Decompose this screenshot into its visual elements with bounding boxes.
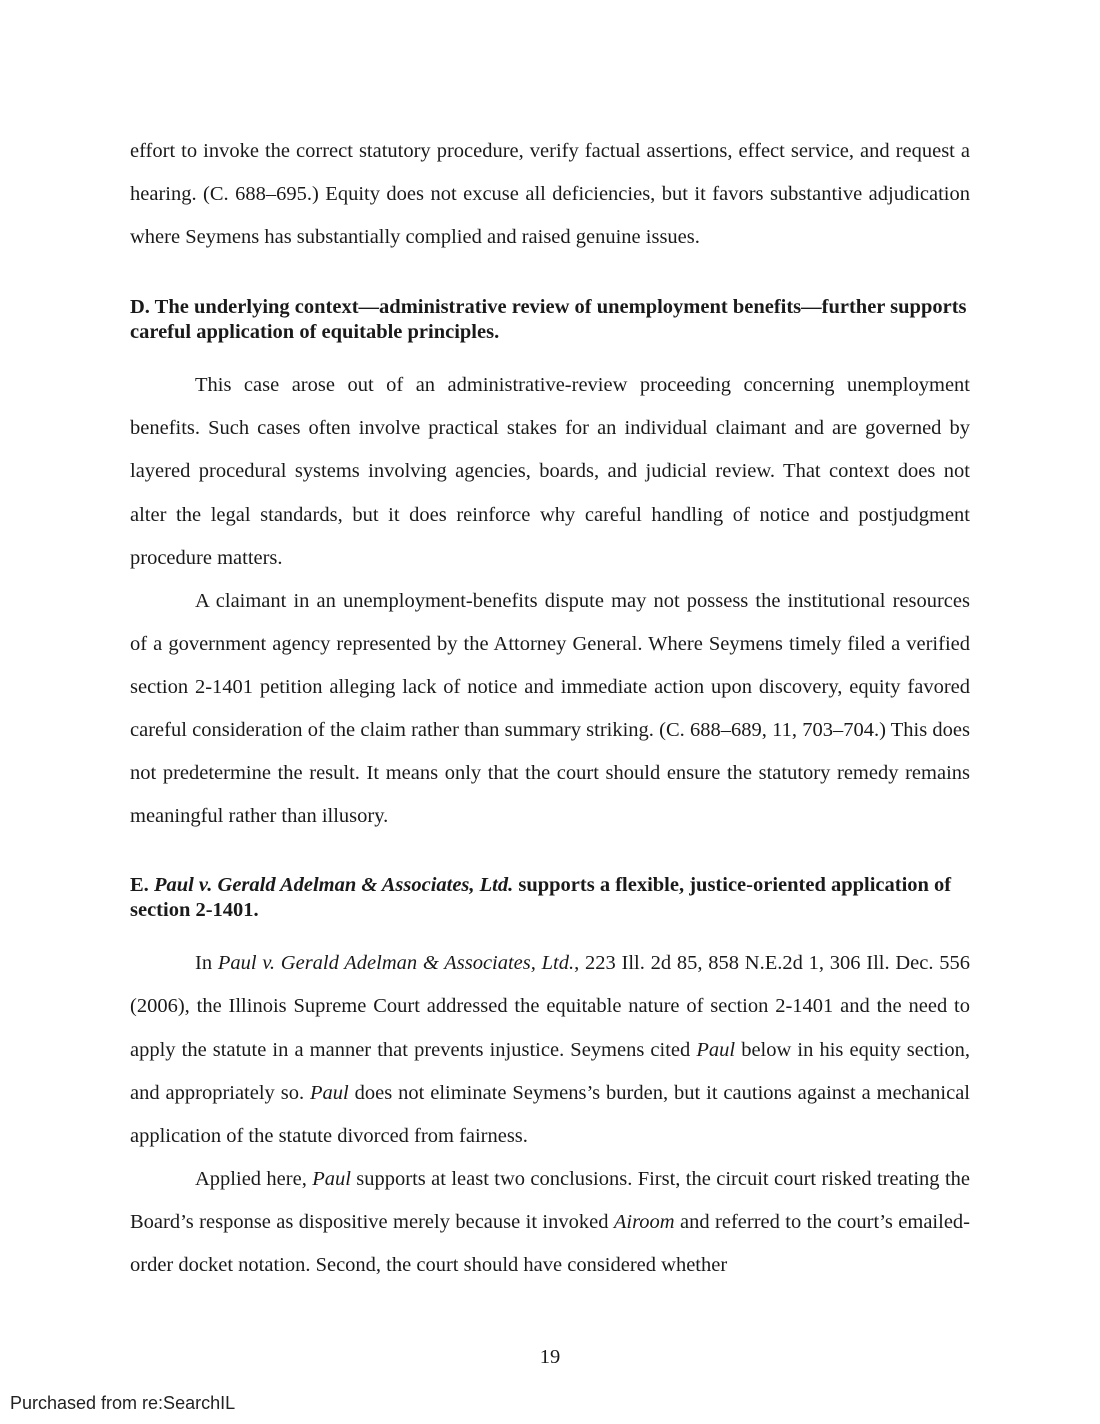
text-run: Applied here,: [195, 1167, 313, 1190]
section-e-heading-case-name: Paul v. Gerald Adelman & Associates, Ltd.: [153, 874, 514, 897]
case-short-name: Paul: [696, 1038, 736, 1061]
section-e-paragraph-1: [130, 942, 970, 1157]
section-d-heading: D. The underlying context—administrative review of unemployment benefits—further supports careful application of equitable principles.: [130, 296, 967, 343]
section-e-heading-prefix: E.: [130, 874, 154, 897]
text-run: does not eliminate Seymens’s burden, but it cautions against a mechanical application of the statute divorced from fairness.: [130, 1081, 970, 1147]
section-e-paragraph-2: [130, 1158, 970, 1287]
section-e-heading: [130, 873, 970, 922]
section-d-paragraph-2: A claimant in an unemployment-benefits dispute may not possess the institutional resources of a government agency represented by the Attorney General. Where Seymens timely filed a verified section 2-1401 petition alleging lack of notice and immediate action upon discovery, equity favored careful consideration of the claim rather than summary striking. (C. 688–689, 11, 703–704.) This does not predetermine the result. It means only that the court should ensure the statutory remedy remains meaningful rather than illusory.: [130, 589, 970, 828]
case-short-name: Paul: [312, 1167, 351, 1190]
text-run: supports at least two conclusions. First, the circuit court risked treating the Board’s response as dispositive merely because it invoked: [130, 1167, 970, 1233]
page-number: 19: [539, 1346, 561, 1368]
case-short-name: Airoom: [613, 1210, 675, 1233]
case-citation: Paul v. Gerald Adelman & Associates, Ltd.: [217, 952, 575, 975]
source-footer: Purchased from re:SearchIL: [10, 1393, 236, 1413]
case-short-name: Paul: [310, 1081, 349, 1104]
text-run: below in his equity section, and appropriately so.: [130, 1038, 971, 1104]
document-page: [130, 130, 970, 1287]
text-run: and referred to the court’s emailed-order docket notation. Second, the court should have considered whether: [130, 1210, 970, 1276]
text-run: In: [195, 952, 218, 975]
text-run: , 223 Ill. 2d 85, 858 N.E.2d 1, 306 Ill. Dec. 556 (2006), the Illinois Supreme Court addressed the equitable nature of section 2-1401 and the need to apply the statute in a manner that prevents injustice. Seymens cited: [130, 952, 971, 1061]
body-paragraph-continued: effort to invoke the correct statutory procedure, verify factual assertions, effect service, and request a hearing. (C. 688–695.) Equity does not excuse all deficiencies, but it favors substantive adjudication where Seymens has substantially complied and raised genuine issues.: [130, 140, 970, 249]
section-e-heading-rest: supports a flexible, justice-oriented application of section 2-1401.: [130, 874, 952, 921]
section-d-paragraph-1: This case arose out of an administrative-review proceeding concerning unemployment benefits. Such cases often involve practical stakes for an individual claimant and are governed by layered procedural systems involving agencies, boards, and judicial review. That context does not alter the legal standards, but it does reinforce why careful handling of notice and postjudgment procedure matters.: [130, 374, 970, 569]
